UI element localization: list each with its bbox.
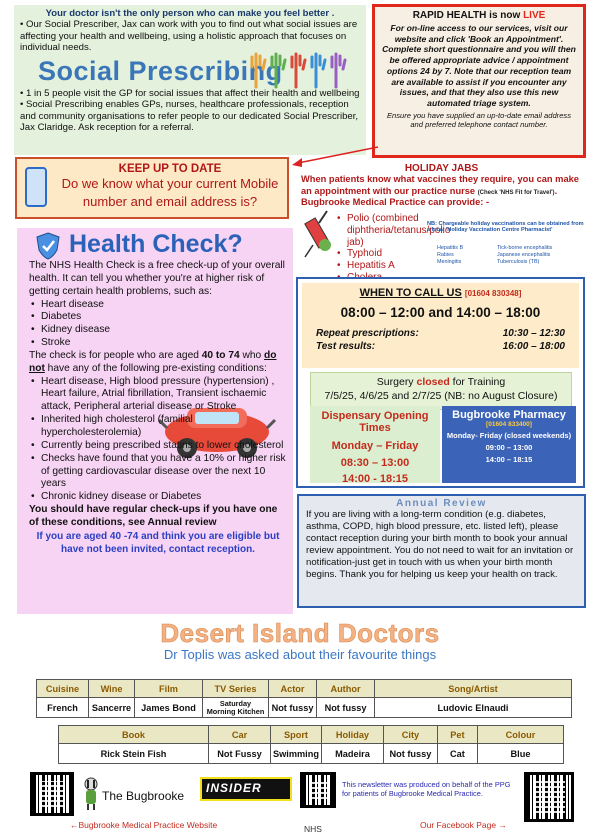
nhs-fit-for-travel-note: (Check 'NHS Fit for Travel') [477,189,555,196]
table-header-cell: City [383,726,437,744]
test-time: 16:00 – 18:00 [502,340,565,352]
health-problem-item: • Stroke [29,337,149,350]
repeat-label: Repeat prescriptions: [316,328,419,339]
table-cell: Madeira [321,744,383,764]
chargeable-item: Tick-borne encephalitis [497,245,553,251]
rapid-live-label: LIVE [523,10,546,21]
health-intro: The NHS Health Check is a free check-up of your overall health. It can tell you whether you're at higher risk of getting certain health problems, such as: [29,260,285,297]
facebook-link[interactable]: Our Facebook Page → [420,820,507,830]
surgery-text: for Training [449,376,506,388]
bugbrooke-brand: The Bugbrooke [102,789,185,803]
social-prescribing-panel [14,5,366,155]
footer [0,768,594,840]
pharmacy-days: Monday- Friday (closed weekends) [446,431,572,440]
jabs-body-provide: . Bugbrooke Medical Practice can provide: - [301,185,558,208]
surgery-dates: 7/5/25, 4/6/25 and 2/7/25 (NB: no August Closure) [324,389,558,402]
table-cell: James Bond [135,698,203,718]
pharmacy-title: Bugbrooke Pharmacy [452,409,566,421]
repeat-time: 10:30 – 12:30 [502,328,565,339]
rapid-title-text: RAPID HEALTH is now [412,10,524,21]
dispensary-title: Dispensary Opening Times [321,410,429,434]
keep-up-to-date-panel [15,157,289,219]
jabs-title: HOLIDAY JABS [404,163,479,174]
table-header-cell: Wine [89,680,135,698]
table-header-cell: Pet [437,726,477,744]
vaccine-item: • Hepatitis A [335,260,425,272]
criteria-age: 40 to 74 [201,349,240,361]
desert-island-doctors-panel [14,618,586,766]
call-heading-text: WHEN TO CALL US [359,287,462,299]
annual-review-panel [297,494,586,608]
rapid-title [381,10,577,21]
health-condition-item: • Heart disease, High blood pressure (hypertension) , Heart failure, Atrial fibrillation, Transient ischaemic attack, Peripheral arterial disease or Stroke [29,376,287,415]
surgery-closure-box [310,372,572,410]
table-header-cell: Book [59,726,209,744]
pharmacy-am: 09:00 – 13:00 [485,443,533,452]
facebook-qr-code[interactable] [524,772,574,822]
website-link[interactable]: ←Bugbrooke Medical Practice Website [70,820,218,830]
holiday-jabs-panel [297,161,586,272]
vaccine-item: • Polio (combined diphtheria/tetanus/polio jab) [335,213,425,248]
pharmacy-phone: [01604 833400] [486,421,532,428]
social-title: Social Prescribing [38,55,283,86]
table-header-cell: Holiday [321,726,383,744]
table-cell: Not fussy [269,698,317,718]
table-cell: Not fussy [317,698,375,718]
table-cell: Blue [477,744,563,764]
health-problem-item: • Kidney disease [29,324,149,337]
review-title: Annual Review [396,498,487,509]
table-header-row [59,726,564,744]
criteria-not: do not [29,349,277,374]
dispensary-box [310,406,440,483]
table-header-cell: Film [135,680,203,698]
social-bullet-2: • Social Prescribing enables GPs, nurses, healthcare professionals, reception and community organisations to refer people to our dedicated Social Prescriber, Jax Claridge. Ask reception for a referral. [20,99,359,133]
practice-phone: [01604 830348] [464,289,522,298]
rapid-health-panel [372,4,586,158]
health-check-panel [17,228,293,614]
pharmacy-box [442,406,576,483]
health-condition-item: • Currently being prescribed statins to lower cholesterol [29,440,287,453]
table-row [59,744,564,764]
chargeable-item: Meningitis [437,259,462,266]
health-problem-item: • Diabetes [29,311,149,324]
chargeable-item: Tuberculosis (TB) [497,259,540,266]
pharmacy-pm: 14:00 – 18:15 [485,455,533,464]
desert-title: Desert Island Doctors [160,618,440,648]
chargeable-item: Japanese encephalitis [497,252,551,259]
chargeable-vaccine-list [437,245,587,266]
criteria-text: who [239,349,265,361]
table-header-cell: Colour [477,726,563,744]
jabs-body-text: When patients know what vaccines they require, you can make an appointment with our practice nurse [301,174,579,196]
insider-logo: INSIDER [200,777,292,801]
table-cell: Cat [437,744,477,764]
test-results-row [308,341,573,354]
health-check-title: Health Check? [69,230,243,258]
health-criteria [29,350,287,376]
criteria-text: The check is for people who are aged [29,349,202,361]
vaccine-item: • Typhoid [335,248,425,260]
rapid-note: Ensure you have supplied an up-to-date email address and preferred telephone contact number. [386,110,572,129]
repeat-prescriptions-row [308,328,573,341]
table-header-cell: Actor [269,680,317,698]
table-header-cell: Sport [271,726,322,744]
health-condition-item: • Inherited high cholesterol (familial hypercholesterolemia) [29,414,287,440]
mobile-phone-icon [25,167,47,207]
surgery-closed-line [311,376,571,390]
table-cell: Sancerre [89,698,135,718]
social-bullet-1: • 1 in 5 people visit the GP for social issues that affect their health and wellbeing [20,87,360,99]
table-header-cell: TV Series [203,680,269,698]
test-label: Test results: [316,340,376,352]
health-problems-list [29,299,149,350]
dispensary-am: 08:30 – 13:00 [340,456,410,469]
health-conditions-list [29,376,287,504]
surgery-closed: closed [416,376,450,388]
eligible-note: If you are aged 40 -74 and think you are eligible but have not been invited, contact reception. [36,530,280,555]
call-hours: 08:00 – 12:00 and 14:00 – 18:00 [340,305,541,320]
chargeable-item: Hepatitis B [437,245,464,251]
keep-body: Do we know what your current Mobile number and email address is? [61,176,279,210]
table-header-cell: Cuisine [37,680,89,698]
shield-icon [35,232,61,260]
table-header-cell: Author [317,680,375,698]
table-cell: Swimming [271,744,322,764]
table-cell: Not fussy [383,744,437,764]
health-condition-item: • Chronic kidney disease or Diabetes [29,491,287,504]
table-header-cell: Car [209,726,271,744]
favourites-table-2 [58,725,564,764]
table-header-row [37,680,572,698]
favourites-table-1 [36,679,572,718]
regular-checkups-note: You should have regular check-ups if you have one of these conditions, see Annual review [29,504,278,528]
health-condition-item: • Checks have found that you have a 10% or higher risk of getting cardiovascular disease over the next 10 years [29,453,287,492]
rapid-body: For on-line access to our services, visit our website and click 'Book an Appointment'. Complete short questionnaire and you will then be offered appropriate advice / appointment options 24 by 7. Note that our reception team are available to assist if you encounter any issues, and that they also use this new automated triage system. [382,23,576,109]
dispensary-pm: 14:00 - 18:15 [341,473,409,485]
keep-title: KEEP UP TO DATE [118,163,222,175]
social-intro: • Our Social Prescriber, Jax can work with you to find out what social issues are affecting your health and wellbeing, using a holistic approach that focuses on individual needs. [20,19,358,53]
table-row [37,698,572,718]
call-heading [308,287,573,299]
table-cell: Rick Stein Fish [59,744,209,764]
dispensary-days: Monday – Friday [331,440,419,452]
ppg-note: This newsletter was produced on behalf of the PPG for patients of Bugbrooke Medical Practice. [342,780,511,799]
call-hours-box [302,283,579,368]
table-cell: Ludovic Elnaudi [375,698,572,718]
chargeable-note: NB: Chargeable holiday vaccinations can be obtained from a local 'Holiday Vaccination Centre Pharmacist' [427,221,584,233]
jabs-body [301,174,582,209]
desert-subtitle: Dr Toplis was asked about their favourite things [163,647,437,662]
table-cell: Saturday Morning Kitchen [203,698,269,718]
table-header-cell: Song/Artist [375,680,572,698]
nhs-label: NHS [304,824,322,834]
syringe-icon [301,209,335,261]
table-cell: Not Fussy [209,744,271,764]
raised-hands-icon [248,51,358,89]
social-header: Your doctor isn't the only person who can make you feel better . [45,8,335,19]
nhs-qr-code[interactable] [300,772,336,808]
website-qr-code[interactable] [30,772,74,816]
chargeable-item: Rabies [437,252,454,259]
when-to-call-panel [296,277,585,488]
badger-mascot-icon [82,776,100,810]
criteria-text: have any of the following pre-existing conditions: [44,362,267,374]
health-problem-item: • Heart disease [29,299,149,312]
table-cell: French [37,698,89,718]
surgery-text: Surgery [376,376,417,388]
review-body: If you are living with a long-term condition (e.g. diabetes, asthma, COPD, high blood pressure, etc. listed left), please contact reception during your birth month to book your annual review appointment. You do not need to wait for an invitation or notification-just get in touch with us when your birth month begins. Thank you for helping us keep your health on track. [306,509,574,581]
